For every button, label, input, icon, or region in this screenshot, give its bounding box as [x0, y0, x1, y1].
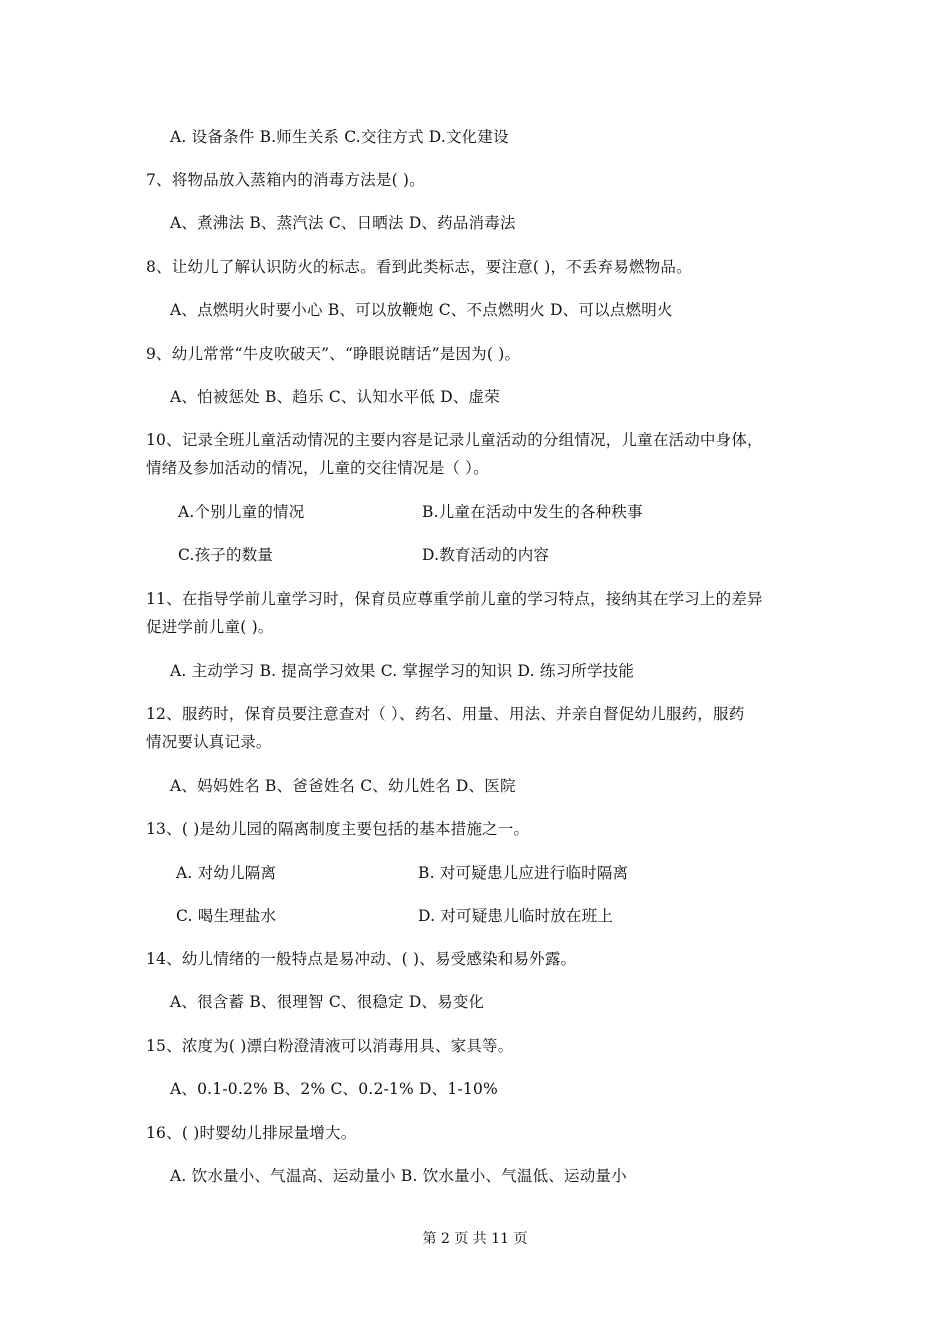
q10-option-b: B.儿童在活动中发生的各种秩事 [422, 503, 643, 521]
q16-options: A. 饮水量小、气温高、运动量小 B. 饮水量小、气温低、运动量小 [170, 1167, 627, 1185]
q6-options: A. 设备条件 B.师生关系 C.交往方式 D.文化建设 [170, 128, 509, 146]
q10-option-a: A.个别儿童的情况 [178, 503, 305, 521]
q10-stem-line1: 10、记录全班儿童活动情况的主要内容是记录儿童活动的分组情况，儿童在活动中身体， [146, 431, 763, 449]
q8-stem: 8、让幼儿了解认识防火的标志。看到此类标志，要注意( )，不丢弃易燃物品。 [146, 258, 692, 276]
q15-options: A、0.1-0.2% B、2% C、0.2-1% D、1-10% [170, 1080, 498, 1098]
q13-option-b: B. 对可疑患儿应进行临时隔离 [418, 864, 629, 882]
q10-stem-line2: 情绪及参加活动的情况，儿童的交往情况是（ ）。 [146, 459, 489, 477]
q12-stem-line2: 情况要认真记录。 [146, 733, 272, 751]
q15-stem: 15、浓度为( )漂白粉澄清液可以消毒用具、家具等。 [146, 1037, 514, 1055]
q13-stem: 13、( )是幼儿园的隔离制度主要包括的基本措施之一。 [146, 820, 530, 838]
q11-options: A. 主动学习 B. 提高学习效果 C. 掌握学习的知识 D. 练习所学技能 [170, 662, 635, 680]
q11-stem-line1: 11、在指导学前儿童学习时，保育员应尊重学前儿童的学习特点，接纳其在学习上的差异 [146, 590, 763, 608]
q16-stem: 16、( )时婴幼儿排尿量增大。 [146, 1124, 357, 1142]
q13-option-a: A. 对幼儿隔离 [176, 864, 277, 882]
q13-option-d: D. 对可疑患儿临时放在班上 [418, 907, 614, 925]
q8-options: A、点燃明火时要小心 B、可以放鞭炮 C、不点燃明火 D、可以点燃明火 [170, 301, 673, 319]
q10-option-d: D.教育活动的内容 [422, 546, 550, 564]
q7-options: A、煮沸法 B、蒸汽法 C、日晒法 D、药品消毒法 [170, 214, 516, 232]
q10-option-c: C.孩子的数量 [178, 546, 274, 564]
q9-stem: 9、幼儿常常“牛皮吹破天”、“睁眼说瞎话”是因为( )。 [146, 345, 521, 363]
page-footer: 第 2 页 共 11 页 [422, 1231, 528, 1247]
q13-option-c: C. 喝生理盐水 [176, 907, 277, 925]
q7-stem: 7、将物品放入蒸箱内的消毒方法是( )。 [146, 171, 425, 189]
q12-stem-line1: 12、服药时，保育员要注意查对（ ）、药名、用量、用法、并亲自督促幼儿服药，服药 [146, 705, 745, 723]
q12-options: A、妈妈姓名 B、爸爸姓名 C、幼儿姓名 D、医院 [170, 777, 516, 795]
q11-stem-line2: 促进学前儿童( )。 [146, 618, 274, 636]
q14-options: A、很含蓄 B、很理智 C、很稳定 D、易变化 [170, 993, 485, 1011]
q9-options: A、怕被惩处 B、趋乐 C、认知水平低 D、虚荣 [170, 388, 500, 406]
q14-stem: 14、幼儿情绪的一般特点是易冲动、( )、易受感染和易外露。 [146, 950, 577, 968]
